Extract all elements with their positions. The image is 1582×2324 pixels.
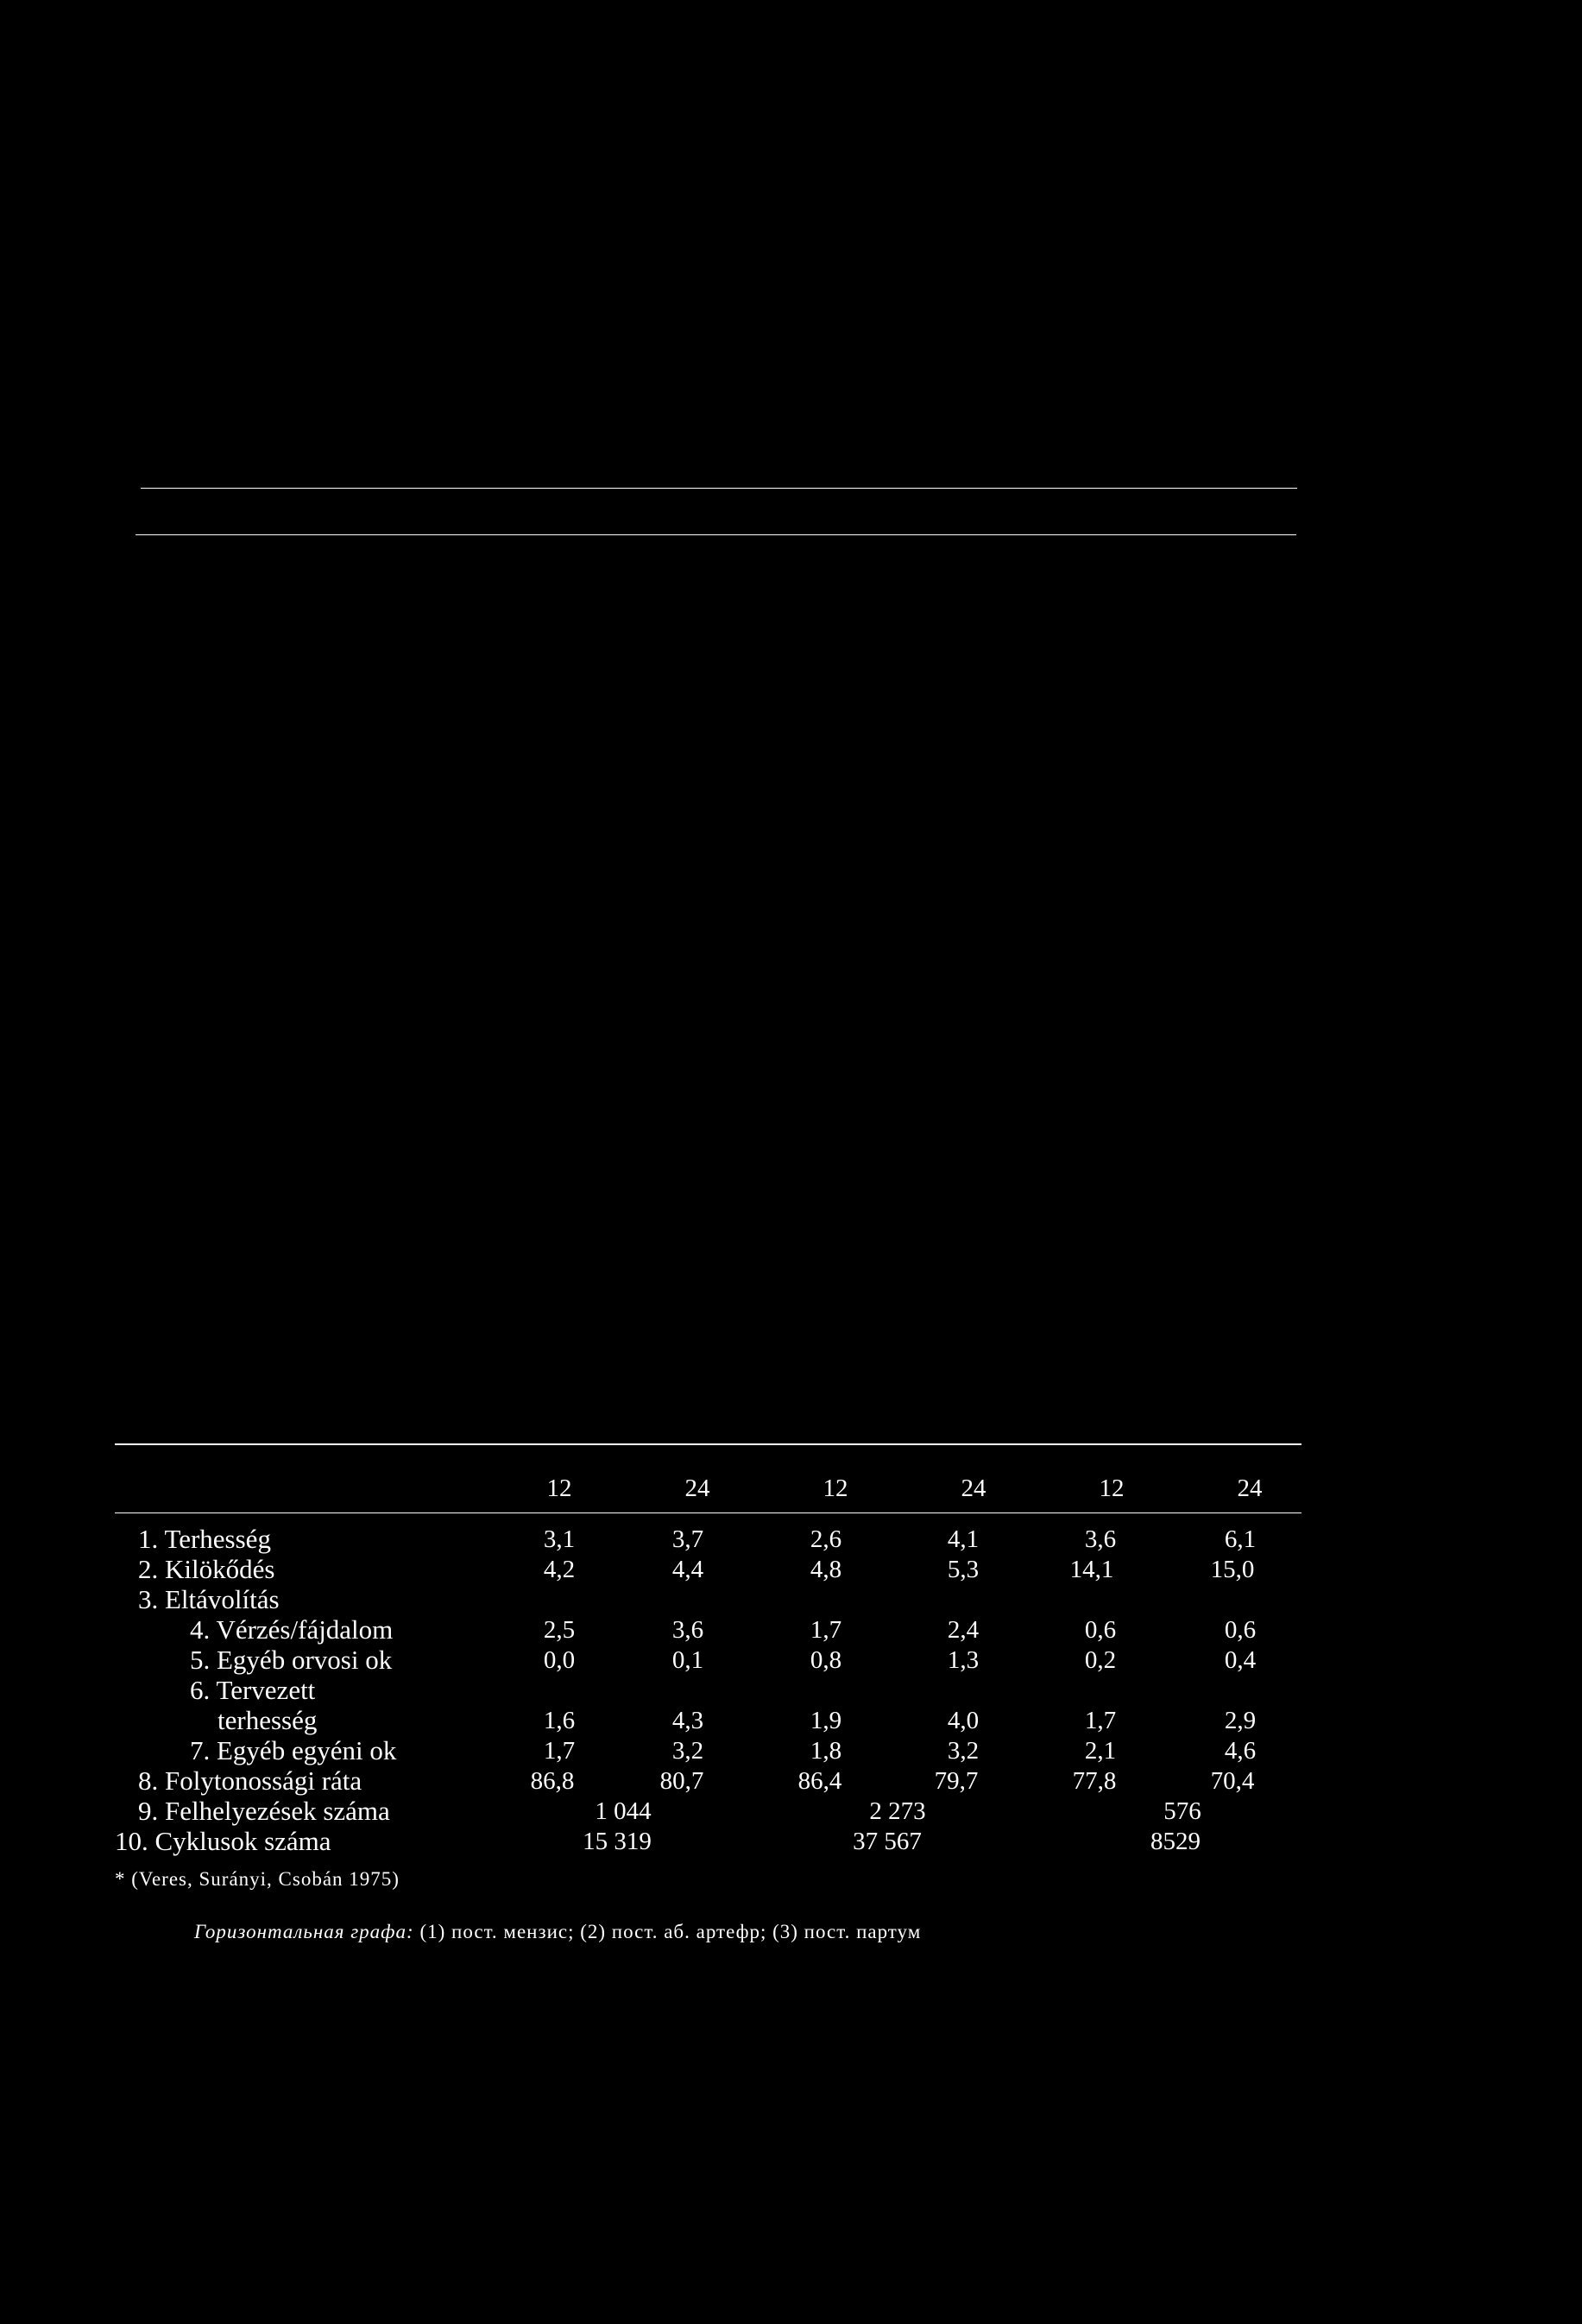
- table-cell: 4,8: [810, 1556, 842, 1583]
- table-cell: 0,2: [1084, 1646, 1117, 1674]
- table-cell: 1,8: [810, 1737, 842, 1765]
- header-rule: [115, 1512, 1302, 1513]
- table-cell: 1,7: [543, 1737, 576, 1765]
- table-cell: 0,1: [671, 1646, 704, 1674]
- table-cell: 1,7: [810, 1616, 842, 1644]
- table-cell: 5,3: [947, 1556, 980, 1583]
- table-cell: 86,4: [797, 1767, 842, 1795]
- table-cell: 3,1: [543, 1525, 576, 1553]
- table-cell: 2,9: [1224, 1707, 1257, 1734]
- table-cell: 0,4: [1224, 1646, 1257, 1674]
- table-cell: 4,3: [671, 1707, 704, 1734]
- column-header: 24: [1237, 1475, 1263, 1502]
- table-cell: 1,3: [947, 1646, 980, 1674]
- table-cell: 77,8: [1072, 1767, 1117, 1795]
- table-cell: 0,8: [810, 1646, 842, 1674]
- table-cell: 2,6: [810, 1525, 842, 1553]
- table-cell: 3,6: [1084, 1525, 1117, 1553]
- table-cell: 14,1: [1069, 1556, 1114, 1583]
- table-cell: 79,7: [934, 1767, 979, 1795]
- column-header: 24: [961, 1475, 986, 1502]
- table-cell: 4,6: [1224, 1737, 1257, 1765]
- table-cell: 3,2: [947, 1737, 980, 1765]
- table-cell: 576: [1163, 1797, 1201, 1825]
- row-label: 3. Eltávolítás: [138, 1584, 280, 1614]
- caption-text: (1) пост. мензис; (2) пост. аб. артефр; (3) пост. партум: [419, 1921, 922, 1942]
- top-rule-2: [136, 534, 1296, 535]
- table-cell: 3,6: [671, 1616, 704, 1644]
- table-cell: 37 567: [853, 1828, 922, 1855]
- table-cell: 4,2: [543, 1556, 576, 1583]
- table-cell: 15 319: [583, 1828, 652, 1855]
- row-label: terhesség: [217, 1705, 318, 1735]
- row-label: 8. Folytonossági ráta: [138, 1765, 362, 1796]
- table-cell: 4,0: [947, 1707, 980, 1734]
- table-cell: 4,4: [671, 1556, 704, 1583]
- table-top-rule: [115, 1443, 1302, 1445]
- row-label: 4. Vérzés/fájdalom: [190, 1614, 394, 1645]
- row-label: 10. Cyklusok száma: [115, 1826, 331, 1856]
- row-label: 9. Felhelyezések száma: [138, 1796, 390, 1826]
- column-header: 12: [546, 1475, 572, 1502]
- footnote: * (Veres, Surányi, Csobán 1975): [115, 1868, 400, 1890]
- table-cell: 2,4: [947, 1616, 980, 1644]
- table-cell: 2,5: [543, 1616, 576, 1644]
- table-cell: 15,0: [1210, 1556, 1255, 1583]
- table-cell: 0,6: [1084, 1616, 1117, 1644]
- table-cell: 1,9: [810, 1707, 842, 1734]
- table-cell: 1,6: [543, 1707, 576, 1734]
- table-cell: 70,4: [1210, 1767, 1255, 1795]
- table-cell: 4,1: [947, 1525, 980, 1553]
- row-label: 7. Egyéb egyéni ok: [190, 1735, 397, 1765]
- table-cell: 1 044: [595, 1797, 652, 1825]
- row-label: 5. Egyéb orvosi ok: [190, 1645, 393, 1675]
- caption-lead: Горизонтальная графа:: [194, 1921, 414, 1942]
- table-cell: 8529: [1150, 1828, 1201, 1855]
- table-cell: 2 273: [869, 1797, 926, 1825]
- caption: [194, 1922, 921, 1942]
- column-header: 12: [1099, 1475, 1125, 1502]
- table-cell: 86,8: [530, 1767, 575, 1795]
- column-header: 24: [684, 1475, 710, 1502]
- table-cell: 2,1: [1084, 1737, 1117, 1765]
- table-cell: 6,1: [1224, 1525, 1257, 1553]
- column-header: 12: [823, 1475, 848, 1502]
- table-cell: 80,7: [659, 1767, 704, 1795]
- table-cell: 1,7: [1084, 1707, 1117, 1734]
- row-label: 2. Kilökődés: [138, 1554, 275, 1584]
- table-cell: 3,2: [671, 1737, 704, 1765]
- top-rule-1: [141, 488, 1297, 489]
- table-cell: 3,7: [671, 1525, 704, 1553]
- row-label: 1. Terhesség: [138, 1524, 271, 1554]
- table-cell: 0,6: [1224, 1616, 1257, 1644]
- table-cell: 0,0: [543, 1646, 576, 1674]
- row-label: 6. Tervezett: [190, 1675, 316, 1705]
